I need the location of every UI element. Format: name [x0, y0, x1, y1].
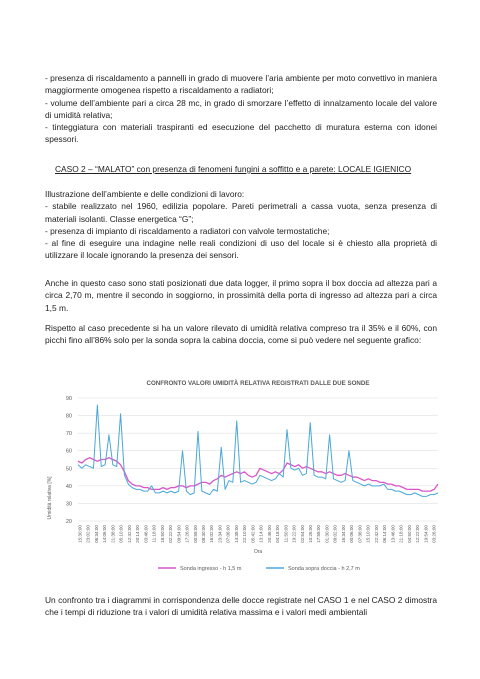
- x-tick-label: 13:14:00: [258, 525, 264, 543]
- list-item: - stabile realizzato nel 1960, edilizia popolare. Pareti perimetrali a cassa vuota, senza presenza di materiali isolanti. Classe energetica “G”;: [45, 201, 437, 224]
- x-tick-label: 23:02:00: [85, 525, 91, 543]
- list-item: - al fine di eseguire una indagine nelle reali condizioni di uso del locale si è chiesto alla proprietà di utilizzare il locale ignorando la presenza dei sensori.: [45, 238, 437, 261]
- x-tick-label: 01:30:00: [324, 525, 330, 543]
- x-tick-label: 17:58:00: [316, 525, 322, 543]
- chart-grid: [78, 398, 438, 521]
- x-tick-label: 00:06:00: [349, 525, 355, 543]
- x-tick-label: 07:38:00: [357, 525, 363, 543]
- chart-title: CONFRONTO VALORI UMIDITÀ RELATIVA REGISTRATI DALLE DUE SONDE: [146, 380, 370, 387]
- y-tick-label: 40: [65, 483, 72, 490]
- x-tick-label: 04:50:00: [406, 525, 412, 543]
- y-tick-label: 20: [65, 519, 72, 525]
- y-tick-label: 30: [65, 501, 72, 508]
- x-tick-label: 20:14:00: [135, 525, 141, 543]
- x-tick-label: 19:22:00: [291, 525, 297, 543]
- x-tick-label: 08:30:00: [200, 525, 206, 543]
- humidity-chart: [40, 370, 440, 585]
- list-item: - presenza di riscaldamento a pannelli in grado di muovere l’aria ambiente per moto convettivo in maniera maggiormente omogenea rispetto a riscaldamento a radiatori;: [45, 73, 437, 96]
- x-tick-label: 03:46:00: [143, 525, 149, 543]
- x-tick-label: 02:22:00: [168, 525, 174, 543]
- y-axis-ticks: [66, 396, 72, 525]
- y-tick-label: 90: [65, 396, 72, 402]
- illustration-title: Illustrazione dell’ambiente e delle condizioni di lavoro:: [45, 189, 245, 199]
- x-tick-label: 12:22:00: [415, 525, 421, 543]
- list-item: - volume dell’ambiente pari a circa 28 mc, in grado di smorzare l’effetto di innalzamento locale del valore di umidità relativa;: [45, 97, 437, 120]
- series-line: [78, 458, 438, 491]
- legend-label: Sonda sopra doccia - h 2,7 m: [288, 566, 360, 572]
- y-tick-label: 50: [65, 466, 72, 473]
- x-tick-label: 15:10:00: [365, 525, 371, 543]
- x-tick-label: 11:50:00: [283, 525, 289, 543]
- y-tick-label: 80: [65, 413, 72, 420]
- y-tick-label: 60: [65, 448, 72, 455]
- list-item: - presenza di impianto di riscaldamento a radiatori con valvole termostatiche;: [45, 225, 330, 236]
- x-tick-label: 18:50:00: [159, 525, 165, 543]
- x-tick-label: 09:54:00: [176, 525, 182, 543]
- x-tick-label: 10:26:00: [308, 525, 314, 543]
- intro-list: [45, 72, 437, 146]
- x-tick-label: 14:38:00: [233, 525, 239, 543]
- x-tick-label: 04:18:00: [275, 525, 281, 543]
- x-tick-label: 17:26:00: [184, 525, 190, 543]
- paragraph-bottom: Un confronto tra i diagrammi in corrispondenza delle docce registrate nel CASO 1 e nel CASO 2 dimostra che i tempi di riduzione tra i valori di umidità relativa massima e i valori medi ambientali: [45, 595, 437, 618]
- x-tick-label: 21:38:00: [110, 525, 116, 543]
- x-axis-ticks: [78, 525, 437, 543]
- x-tick-label: 05:42:00: [250, 525, 256, 543]
- x-tick-label: 16:34:00: [340, 525, 346, 543]
- conditions-block: [45, 188, 437, 262]
- x-tick-label: 15:30:00: [77, 525, 83, 543]
- x-tick-label: 12:42:00: [126, 525, 132, 543]
- paragraph-comparison: Rispetto al caso precedente si ha un valore rilevato di umidità relativa compreso tra il 35% e il 60%, con picchi fino all’86% solo per la sonda sopra la cabina doccia, come si può vedere nel seguente grafico:: [45, 323, 437, 346]
- x-tick-label: 07:06:00: [225, 525, 231, 543]
- y-axis-label: Umidità relativa [%]: [47, 476, 53, 520]
- x-tick-label: 02:54:00: [299, 525, 305, 543]
- y-tick-label: 70: [65, 431, 72, 438]
- list-item: - tinteggiatura con materiali traspiranti ed esecuzione del pacchetto di muratura esterna con idonei spessori.: [45, 122, 437, 145]
- section-heading: CASO 2 – “MALATO” con presenza di fenomeni fungini a soffitto e a parete: LOCALE IGIENICO: [55, 164, 412, 174]
- x-tick-label: 06:34:00: [93, 525, 99, 543]
- paragraph-loggers: Anche in questo caso sono stati posizionati due data logger, il primo sopra il box doccia ad altezza pari a circa 2,70 m, mentre il secondo in soggiorno, in prossimità della porta di ingresso ad altezza pari a circa 1,5 m.: [45, 278, 437, 313]
- chart-legend: [158, 566, 360, 572]
- x-tick-label: 06:14:00: [382, 525, 388, 543]
- x-tick-label: 00:58:00: [192, 525, 198, 543]
- x-tick-label: 20:46:00: [266, 525, 272, 543]
- x-tick-label: 13:46:00: [390, 525, 396, 543]
- x-tick-label: 09:02:00: [332, 525, 338, 543]
- x-tick-label: 19:54:00: [423, 525, 429, 543]
- x-tick-label: 11:18:00: [151, 525, 157, 543]
- legend-label: Sonda ingresso - h 1,5 m: [180, 566, 242, 572]
- x-tick-label: 21:18:00: [398, 525, 404, 543]
- x-tick-label: 03:26:00: [431, 525, 437, 543]
- x-tick-label: 23:34:00: [217, 525, 223, 543]
- x-axis-label: Ora: [253, 549, 263, 555]
- x-tick-label: 05:10:00: [118, 525, 124, 543]
- x-tick-label: 14:06:00: [102, 525, 108, 543]
- x-tick-label: 22:10:00: [242, 525, 248, 543]
- x-tick-label: 22:42:00: [373, 525, 379, 543]
- x-tick-label: 16:02:00: [209, 525, 215, 543]
